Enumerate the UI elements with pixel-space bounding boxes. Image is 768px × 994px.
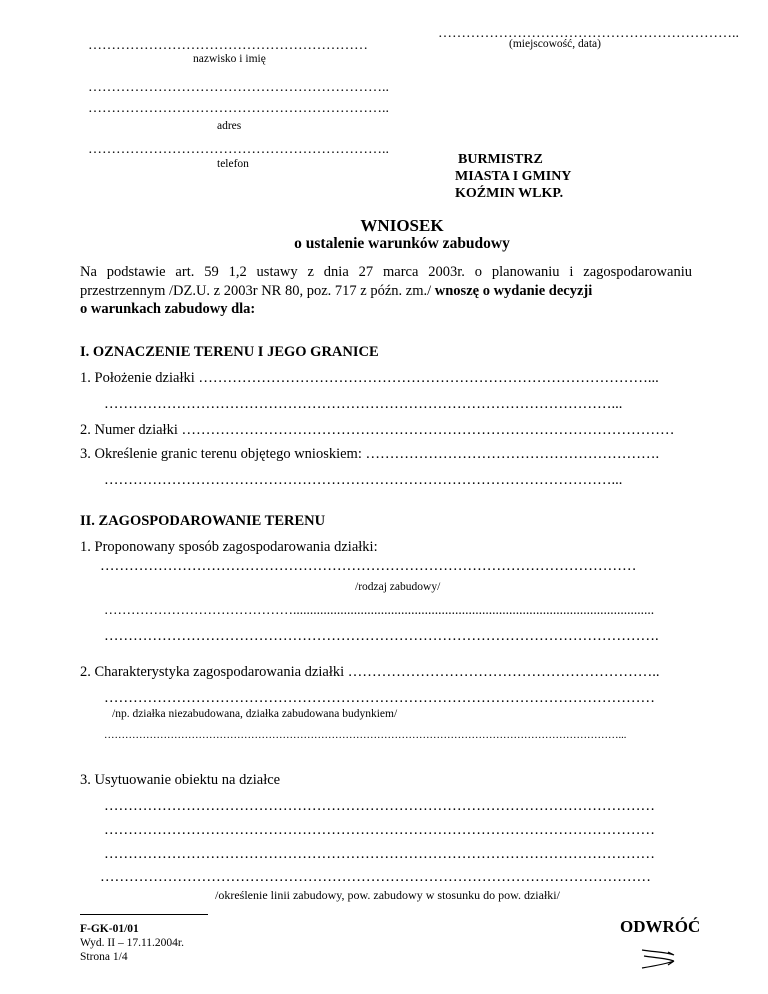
- form-edition: Wyd. II – 17.11.2004r.: [80, 937, 184, 949]
- place-date-label: (miejscowość, data): [509, 38, 601, 50]
- intro-line-2-bold: wnoszę o wydanie decyzji: [434, 283, 593, 299]
- intro-line-1: Na podstawie art. 59 1,2 ustawy z dnia 27 marca 2003r. o planowaniu i zagospodarowaniu: [80, 264, 692, 280]
- intro-line-3: o warunkach zabudowy dla:: [80, 301, 256, 317]
- intro-line-2-text: przestrzennym /DZ.U. z 2003r NR 80, poz. 717 z późn. zm./: [80, 283, 435, 299]
- location-dots[interactable]: …………………………………………………………………………………...: [198, 370, 659, 386]
- document-subtitle: o ustalenie warunków zabudowy: [294, 235, 510, 252]
- boundaries-dots-2[interactable]: ……………………………………………………………………………………………...: [104, 472, 623, 488]
- building-type-caption: /rodzaj zabudowy/: [355, 581, 441, 593]
- plot-number-dots[interactable]: …………………………………………………………………………………………: [181, 422, 675, 438]
- section-2-heading: II. ZAGOSPODAROWANIE TERENU: [80, 513, 326, 529]
- page-number: Strona 1/4: [80, 951, 128, 963]
- name-dots[interactable]: ……………………………………………………: [88, 38, 368, 53]
- section-2-item-2: [80, 664, 660, 681]
- building-location-dots-1[interactable]: ……………………………………………………………………………………………………: [104, 798, 655, 814]
- boundaries-label: 3. Określenie granic terenu objętego wnioskiem:: [80, 446, 366, 462]
- boundaries-dots[interactable]: …………………………………………………….: [365, 446, 660, 462]
- recipient-line-2: MIASTA I GMINY: [455, 169, 572, 184]
- intro-line-2: [80, 283, 592, 300]
- section-1-heading: I. OZNACZENIE TERENU I JEGO GRANICE: [80, 344, 379, 360]
- location-dots-2[interactable]: ……………………………………………………………………………………………...: [104, 396, 623, 412]
- building-location-label: 3. Usytuowanie obiektu na działce: [80, 772, 281, 788]
- section-1-item-2: [80, 422, 674, 439]
- characteristics-dots-3[interactable]: …………………………………………………………………………………………………………………………………...: [104, 730, 627, 741]
- section-1-item-3: [80, 446, 659, 463]
- place-date-dots[interactable]: ………………………………………………………..: [438, 26, 739, 41]
- document-title: WNIOSEK: [360, 216, 444, 235]
- recipient-line-1: BURMISTRZ: [458, 152, 543, 167]
- address-dots-1[interactable]: ………………………………………………………..: [88, 80, 389, 95]
- characteristics-dots-2[interactable]: ……………………………………………………………………………………………………: [104, 690, 655, 706]
- section-1-item-1: [80, 370, 659, 387]
- characteristics-dots[interactable]: ………………………………………………………..: [347, 664, 660, 680]
- building-location-dots-2[interactable]: ……………………………………………………………………………………………………: [104, 822, 655, 838]
- proposed-use-dots-2[interactable]: ……………………………………...........................................................................................................: [104, 602, 655, 617]
- form-code: F-GK-01/01: [80, 923, 139, 935]
- recipient-line-3: KOŹMIN WLKP.: [455, 186, 564, 201]
- characteristics-caption: /np. działka niezabudowana, działka zabudowana budynkiem/: [112, 708, 398, 720]
- phone-dots[interactable]: ………………………………………………………..: [88, 142, 389, 157]
- name-label: nazwisko i imię: [193, 53, 266, 65]
- characteristics-label: 2. Charakterystyka zagospodarowania działki: [80, 664, 348, 680]
- turn-over-arrow-icon: [640, 946, 680, 974]
- building-location-dots-3[interactable]: ……………………………………………………………………………………………………: [104, 846, 655, 862]
- address-dots-2[interactable]: ………………………………………………………..: [88, 101, 389, 116]
- location-label: 1. Położenie działki: [80, 370, 199, 386]
- footer-divider: [80, 914, 208, 915]
- plot-number-label: 2. Numer działki: [80, 422, 182, 438]
- proposed-use-dots[interactable]: …………………………………………………………………………………………………: [100, 558, 637, 574]
- address-label: adres: [217, 120, 242, 132]
- proposed-use-dots-3[interactable]: …………………………………………………………………………………………………….: [104, 628, 659, 644]
- building-location-dots-4[interactable]: ……………………………………………………………………………………………………: [100, 869, 651, 885]
- building-location-caption: /określenie linii zabudowy, pow. zabudowy w stosunku do pow. działki/: [215, 888, 560, 902]
- turn-over-label: ODWRÓĆ: [620, 917, 701, 936]
- proposed-use-label: 1. Proponowany sposób zagospodarowania działki:: [80, 539, 378, 555]
- phone-label: telefon: [217, 158, 249, 170]
